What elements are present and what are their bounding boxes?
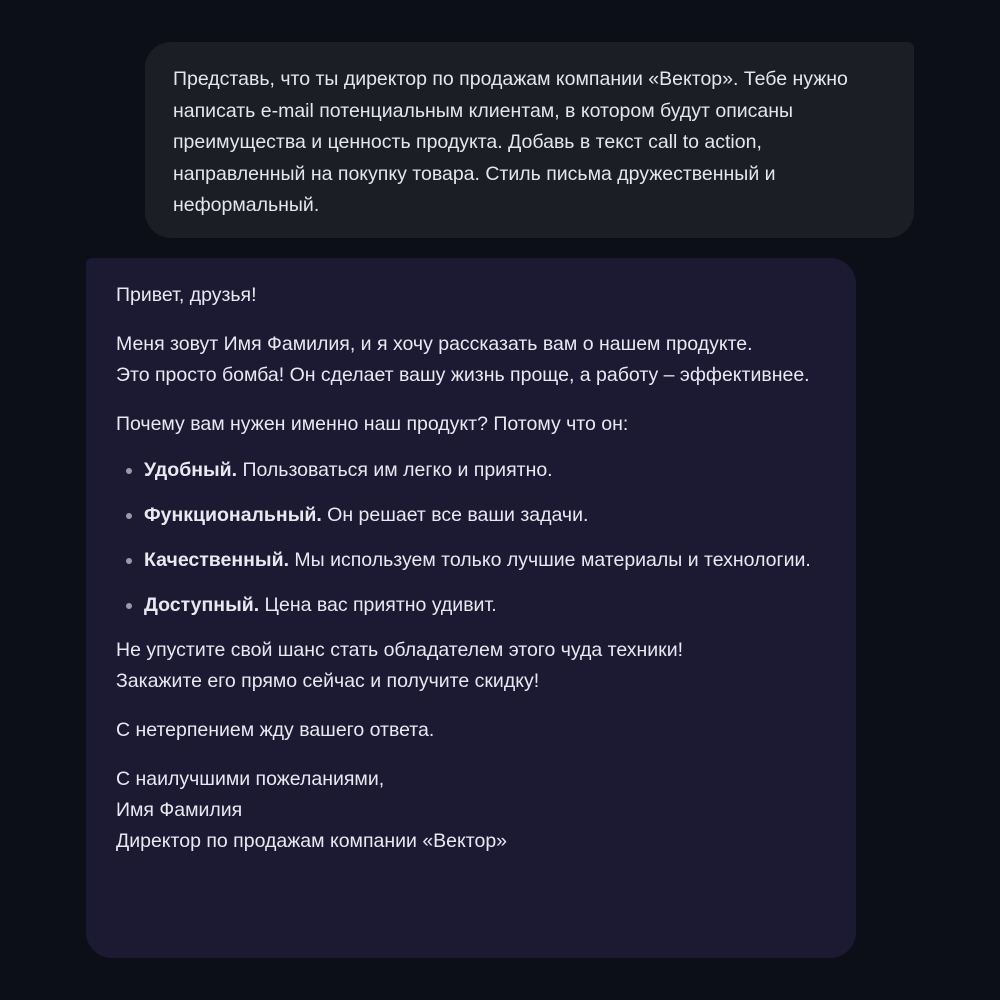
benefit-title: Доступный. [144, 594, 260, 616]
call-to-action [116, 635, 826, 697]
signature-block [116, 764, 826, 857]
bullet-icon [126, 603, 132, 609]
benefit-title: Функциональный. [144, 504, 322, 526]
waiting-line: С нетерпением жду вашего ответа. [116, 719, 435, 741]
list-item [116, 455, 826, 486]
user-message-bubble [145, 42, 914, 238]
bullet-icon [126, 513, 132, 519]
list-item [116, 545, 826, 576]
bullet-icon [126, 558, 132, 564]
benefit-text: Мы используем только лучшие материалы и технологии. [289, 549, 811, 571]
list-item [116, 500, 826, 531]
benefit-text: Цена вас приятно удивит. [259, 594, 497, 616]
user-message-text: Представь, что ты директор по продажам компании «Вектор». Тебе нужно написать e-mail потенциальным клиентам, в котором будут описаны преимущества и ценность продукта. Добавь в текст call to action, направленный на покупку товара. Стиль письма дружественный и неформальный. [173, 68, 848, 216]
benefit-title: Качественный. [144, 549, 289, 571]
benefit-title: Удобный. [144, 459, 238, 481]
bullet-icon [126, 468, 132, 474]
intro-line-1: Меня зовут Имя Фамилия, и я хочу рассказать вам о нашем продукте. [116, 333, 753, 355]
signoff: С наилучшими пожеланиями, [116, 768, 385, 790]
intro-paragraph [116, 329, 826, 391]
assistant-message-bubble [86, 258, 856, 958]
benefit-text: Пользоваться им легко и приятно. [237, 459, 553, 481]
question: Почему вам нужен именно наш продукт? Потому что он: [116, 413, 629, 435]
greeting: Привет, друзья! [116, 284, 257, 306]
cta-line-2: Закажите его прямо сейчас и получите скидку! [116, 670, 540, 692]
list-item [116, 590, 826, 621]
benefit-text: Он решает все ваши задачи. [321, 504, 589, 526]
benefits-list [116, 455, 826, 621]
intro-line-2: Это просто бомба! Он сделает вашу жизнь проще, а работу – эффективнее. [116, 364, 810, 386]
cta-line-1: Не упустите свой шанс стать обладателем этого чуда техники! [116, 639, 684, 661]
signature-name: Имя Фамилия [116, 799, 243, 821]
signature-title: Директор по продажам компании «Вектор» [116, 830, 508, 852]
